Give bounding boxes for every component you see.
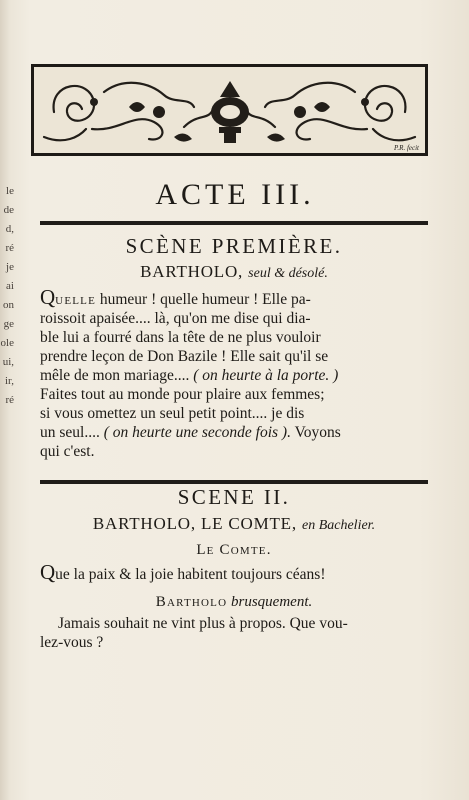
- drop-cap: Q: [40, 560, 56, 584]
- character-names: BARTHOLO,: [140, 262, 244, 281]
- scene-1-heading: SCÈNE PREMIÈRE.: [125, 234, 343, 258]
- scene-2-heading: SCENE II.: [177, 485, 291, 509]
- speaker-le-comte: Le Comte.: [196, 542, 272, 558]
- text-line: roissoit apaisée.... là, qu'on me dise qui dia-: [40, 310, 311, 327]
- scene-2-characters: [40, 514, 428, 534]
- scene-1-text: [40, 285, 432, 461]
- gutter-fragment: ré: [5, 394, 14, 406]
- text-line: Voyons: [290, 424, 341, 441]
- gutter-fragment: ole: [0, 337, 14, 349]
- gutter-fragment: ré: [5, 242, 14, 254]
- drop-cap: Q: [40, 285, 56, 309]
- stage-direction: ( on heurte une seconde fois ).: [103, 424, 291, 441]
- small-caps-word: uelle: [55, 291, 96, 308]
- speaker-bartholo: [40, 594, 428, 611]
- gutter-fragment: le: [6, 185, 14, 197]
- stage-direction: ( on heurte à la porte. ): [193, 367, 339, 384]
- gutter-fragment: ir,: [4, 375, 14, 387]
- text-line: prendre leçon de Don Bazile ! Elle sait qu'il se: [40, 348, 329, 365]
- text-line: ue la paix & la joie habitent toujours céans!: [55, 566, 326, 583]
- text-line: humeur ! quelle humeur ! Elle pa-: [99, 291, 311, 308]
- text-line: Faites tout au monde pour plaire aux femmes;: [40, 386, 325, 403]
- gutter-fragment: on: [3, 299, 14, 311]
- stage-note: brusquement.: [231, 594, 313, 610]
- text-line: ble lui a fourré dans la tête de ne plus vouloir: [40, 329, 321, 346]
- stage-note: seul & désolé.: [248, 266, 328, 281]
- text-line: qui c'est.: [40, 443, 95, 460]
- speaker-name: Bartholo: [155, 594, 228, 610]
- engraver-signature: P.R. fecit: [394, 144, 419, 152]
- text-line: un seul....: [40, 424, 104, 441]
- gutter-fragment: ai: [6, 280, 14, 292]
- character-names: BARTHOLO, LE COMTE,: [92, 514, 297, 533]
- gutter-fragment: ge: [3, 318, 14, 330]
- text-line: Jamais souhait ne vint plus à propos. Que vou-: [58, 615, 348, 632]
- text-line: lez-vous ?: [40, 634, 104, 651]
- scene-1-characters: [40, 262, 428, 282]
- bartholo-line-cont: [40, 633, 432, 652]
- facing-page-gutter-text: [0, 182, 14, 410]
- gutter-fragment: je: [6, 261, 14, 273]
- comte-line: [40, 560, 432, 584]
- text-line: mêle de mon mariage....: [40, 367, 194, 384]
- rule-under-act: [40, 221, 428, 225]
- gutter-fragment: d,: [5, 223, 14, 235]
- gutter-fragment: ui,: [2, 356, 14, 368]
- text-line: si vous omettez un seul petit point.... je dis: [40, 405, 305, 422]
- decorative-headpiece: [31, 64, 428, 156]
- rule-under-scene-1: [40, 480, 428, 484]
- stage-note: en Bachelier.: [301, 518, 376, 533]
- gutter-fragment: de: [3, 204, 14, 216]
- bartholo-line: [40, 614, 432, 633]
- ornament-foliage-icon: [34, 67, 425, 153]
- act-heading: ACTE III.: [155, 178, 315, 211]
